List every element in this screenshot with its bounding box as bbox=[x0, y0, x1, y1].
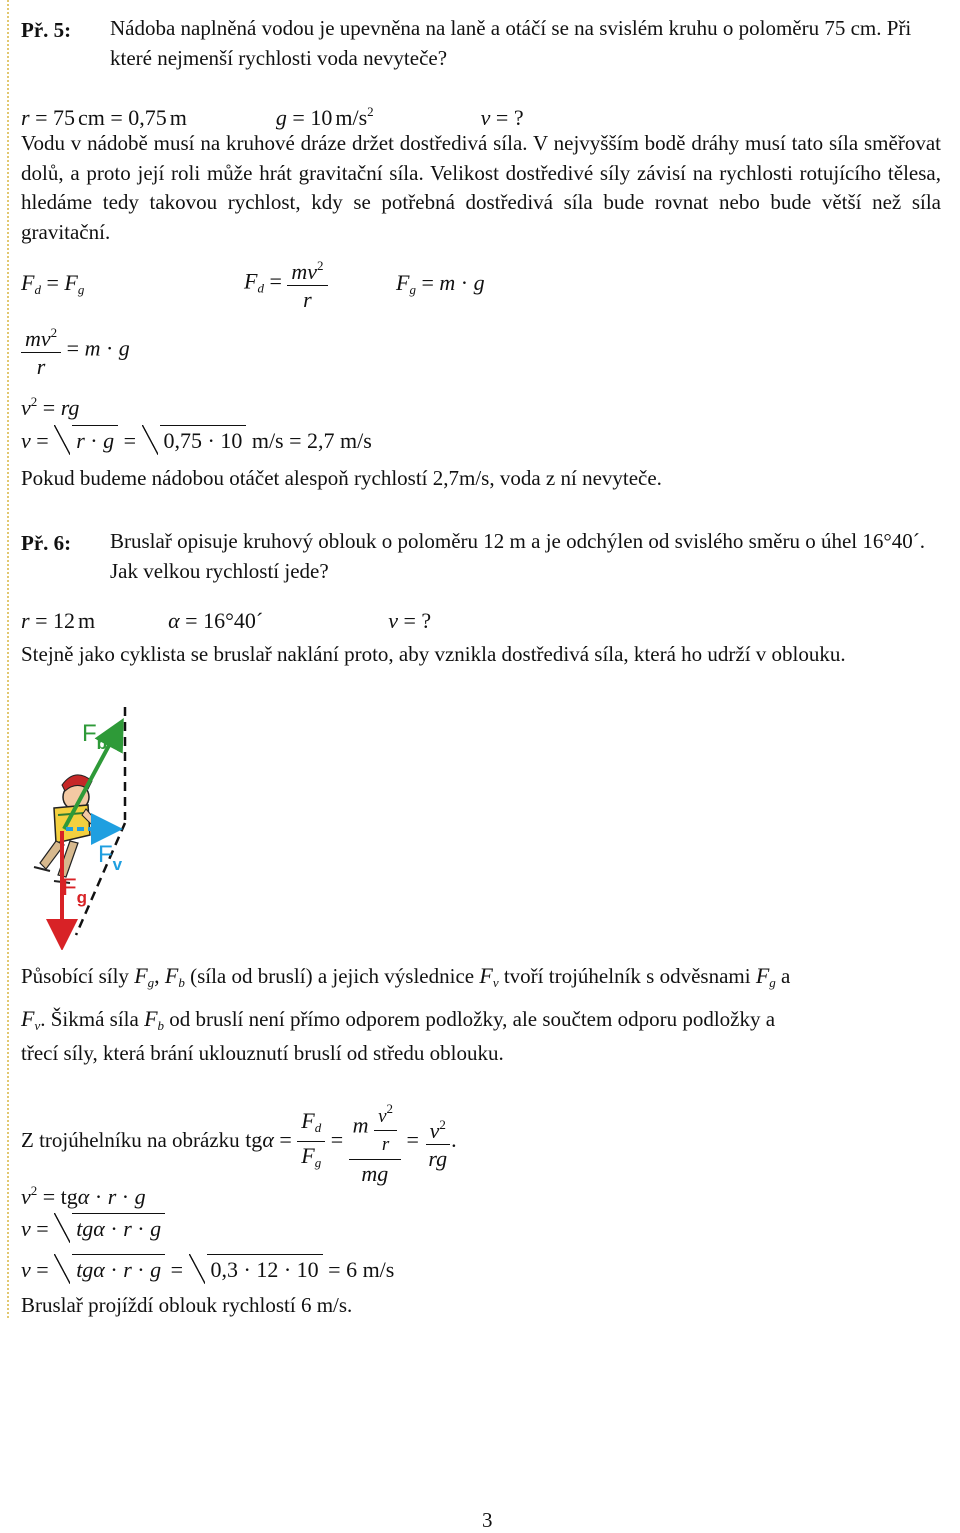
equation-v-tg-result: v = tgα · r · g = 0,3 · 12 · 10 = 6 m/s bbox=[21, 1257, 394, 1283]
example-5-conclusion: Pokud budeme nádobou otáčet alespoň rychlostí 2,7m/s, voda z ní nevyteče. bbox=[21, 466, 662, 490]
equation-fd-eq-fg: $F_d = F_g$ bbox=[21, 270, 85, 297]
example-5-explanation: Vodu v nádobě musí na kruhové dráze držet dostředivá síla. V nejvyšším bodě dráhy musí tato síla směřovat dolů, a proto její roli může hrát gravitační síla. Velikost dostředivé síly závisí na rychlosti rotujícího tělesa, hledáme tedy takovou rychlost, kdy se potřebná dostředivá síla bude rovnat nebo bude větší než síla gravitační. bbox=[21, 131, 941, 244]
equation-fg: $F_g = m \cdot g$ bbox=[396, 270, 485, 297]
fb-label: $F_b$ bbox=[82, 720, 108, 753]
triangle-equation: Z trojúhelníku na obrázku tgα = $\frac{F_d}{F_g}$ = m $\frac{v^2}{r}$ mg = $\frac{v^2}{rg}$ . bbox=[21, 1096, 457, 1188]
equation-v2-tg: $v^2 = tg\alpha \cdot r \cdot g$ bbox=[21, 1183, 146, 1209]
example-6-explanation: Stejně jako cyklista se bruslař naklání proto, aby vznikla dostředivá síla, která ho udrží v oblouku. bbox=[21, 642, 846, 666]
given-values-5: r = 75 cm = 0,75 m g = 10 $m/s^2$ v = ? bbox=[21, 104, 524, 130]
dashed-slant-line bbox=[76, 823, 125, 935]
example-6-conclusion: Bruslař projíždí oblouk rychlostí 6 m/s. bbox=[21, 1293, 353, 1317]
example-5-question: Nádoba naplněná vodou je upevněna na laně a otáčí se na svislém kruhu o poloměru 75 cm. Při které nejmenší rychlosti voda nevyteče? bbox=[110, 16, 912, 70]
equation-v-squared: $v^2$ = rg bbox=[21, 394, 80, 420]
skater-force-diagram bbox=[20, 705, 180, 950]
forces-paragraph-line-1: Působící síly $F_g$, $F_b$ (síla od bruslí) a jejich výslednice $F_v$ tvoří trojúhelník s odvěsnami $F_g$ a bbox=[21, 963, 791, 990]
fg-label: $F_g$ bbox=[62, 874, 88, 907]
equation-balance: $\frac{mv^2}{r}$ = m · g bbox=[21, 320, 130, 381]
forces-paragraph-line-2: $F_v$. Šikmá síla $F_b$ od bruslí není přímo odporem podložky, ale součtem odporu podložky a bbox=[21, 1006, 776, 1033]
example-6-label: Př. 6: bbox=[21, 531, 72, 555]
forces-paragraph-line-3: třecí síly, která brání uklouznutí bruslí od středu oblouku. bbox=[21, 1041, 504, 1065]
equation-v-result: v = r · g = 0,75 · 10 m/s = 2,7 m/s bbox=[21, 428, 372, 454]
equation-fd-centripetal: $F_d$ = $\frac{mv^2}{r}$ bbox=[244, 253, 328, 314]
fv-label: $F_v$ bbox=[98, 841, 123, 874]
margin-dotted-line bbox=[7, 0, 9, 1318]
page-number: 3 bbox=[482, 1508, 493, 1532]
example-5-label: Př. 5: bbox=[21, 18, 72, 42]
example-6-question: Bruslař opisuje kruhový oblouk o poloměru 12 m a je odchýlen od svislého směru o úhel 16°40´. Jak velkou rychlostí jede? bbox=[110, 529, 926, 583]
equation-v-tg-sqrt: v = tgα · r · g bbox=[21, 1216, 165, 1242]
given-values-6: r = 12 m α = 16°40´ v = ? bbox=[21, 608, 432, 633]
